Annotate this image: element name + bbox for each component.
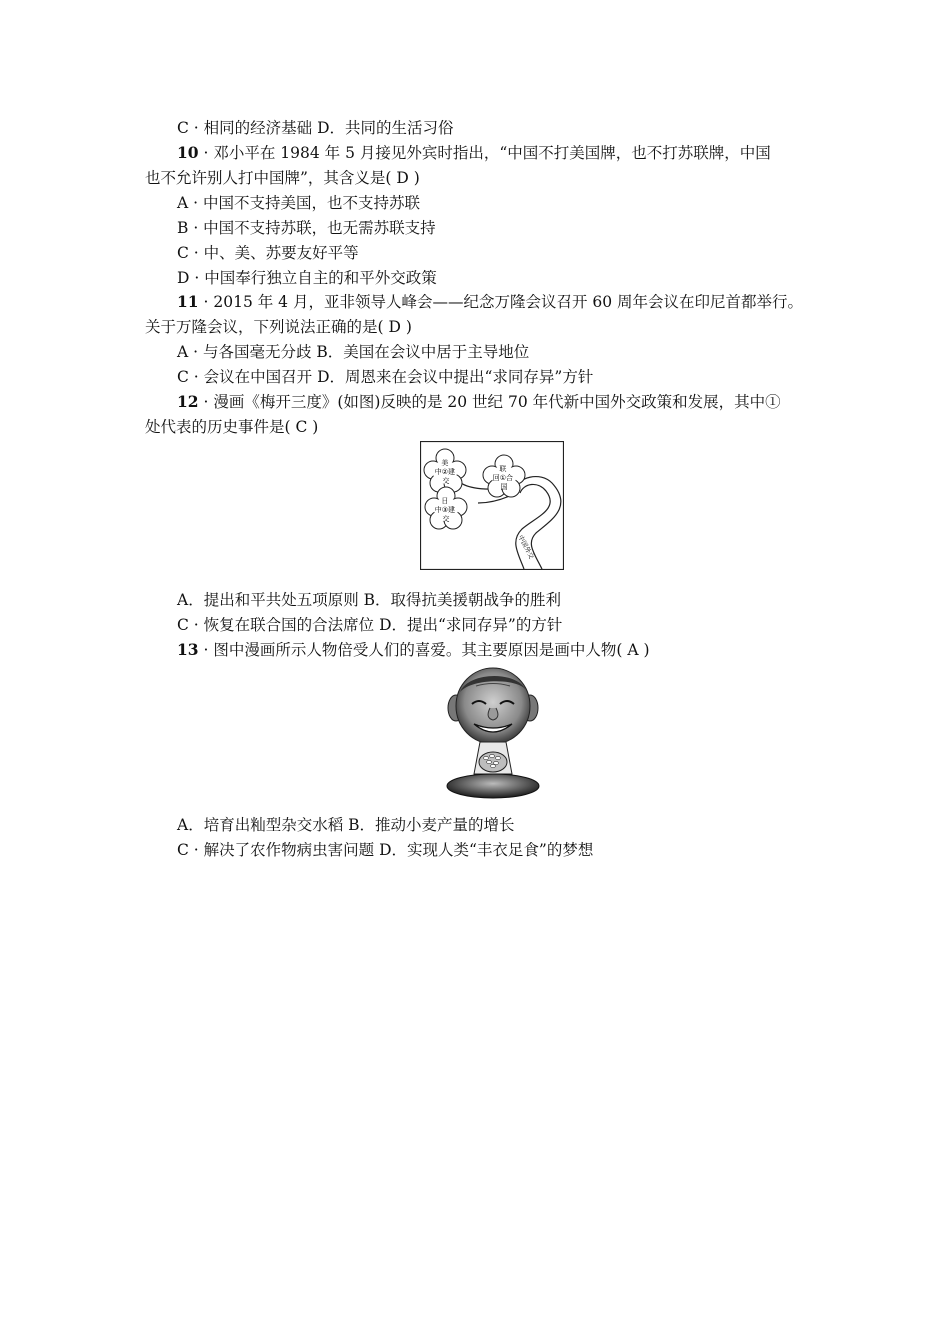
flower-1-label: 美 中②建 交 <box>434 459 456 485</box>
nose <box>488 708 498 720</box>
q12-options-ab: A．提出和平共处五项原则 B．取得抗美援朝战争的胜利 <box>177 591 562 609</box>
q12-options-cd: C · 恢复在联合国的合法席位 D．提出“求同存异”的方针 <box>177 616 563 634</box>
rice-plate <box>447 774 539 798</box>
q10-option-a: A · 中国不支持美国，也不支持苏联 <box>177 194 420 212</box>
q9-options-cd: C · 相同的经济基础 D．共同的生活习俗 <box>177 119 454 137</box>
q10-option-c: C · 中、美、苏要友好平等 <box>177 244 359 262</box>
q13-number: 13 <box>177 640 199 659</box>
q12-stem-line1 <box>177 392 781 412</box>
branch-label: 中国外交 <box>516 533 536 561</box>
q10-option-d: D · 中国奉行独立自主的和平外交政策 <box>177 269 437 287</box>
q10-stem-text: · 邓小平在 1984 年 5 月接见外宾时指出，“中国不打美国牌，也不打苏联牌，中国 <box>198 144 771 162</box>
q10-stem-line2: 也不允许别人打中国牌”，其含义是( D ) <box>145 169 420 187</box>
q11-stem-line1 <box>177 292 803 312</box>
plum-blossom-cartoon <box>420 441 564 570</box>
q13-options-ab: A．培育出籼型杂交水稻 B．推动小麦产量的增长 <box>177 816 515 834</box>
flower-2-label: 联 回①合 国 <box>492 465 514 491</box>
q12-stem-line2: 处代表的历史事件是( C ) <box>145 418 319 436</box>
q11-stem-line2: 关于万隆会议，下列说法正确的是( D ) <box>145 318 412 336</box>
q11-stem-text: · 2015 年 4 月，亚非领导人峰会——纪念万隆会议召开 60 周年会议在印尼首都举行。 <box>198 293 804 311</box>
q13-stem <box>177 640 650 660</box>
q11-options-ab: A · 与各国毫无分歧 B．美国在会议中居于主导地位 <box>177 343 530 361</box>
q11-options-cd: C · 会议在中国召开 D．周恩来在会议中提出“求同存异”方针 <box>177 368 594 386</box>
q11-number: 11 <box>177 292 199 311</box>
scientist-caricature <box>446 666 540 799</box>
flower-3-label: 日 中③建 交 <box>434 497 456 523</box>
q10-option-b: B · 中国不支持苏联，也无需苏联支持 <box>177 219 436 237</box>
q10-stem-line1 <box>177 143 771 163</box>
q13-options-cd: C · 解决了农作物病虫害问题 D．实现人类“丰衣足食”的梦想 <box>177 841 594 859</box>
q12-number: 12 <box>177 392 199 411</box>
q13-stem-text: · 图中漫画所示人物倍受人们的喜爱。其主要原因是画中人物( A ) <box>198 641 650 659</box>
q10-number: 10 <box>177 143 199 162</box>
q12-stem-text: · 漫画《梅开三度》(如图)反映的是 20 世纪 70 年代新中国外交政策和发展，其中① <box>198 393 781 411</box>
